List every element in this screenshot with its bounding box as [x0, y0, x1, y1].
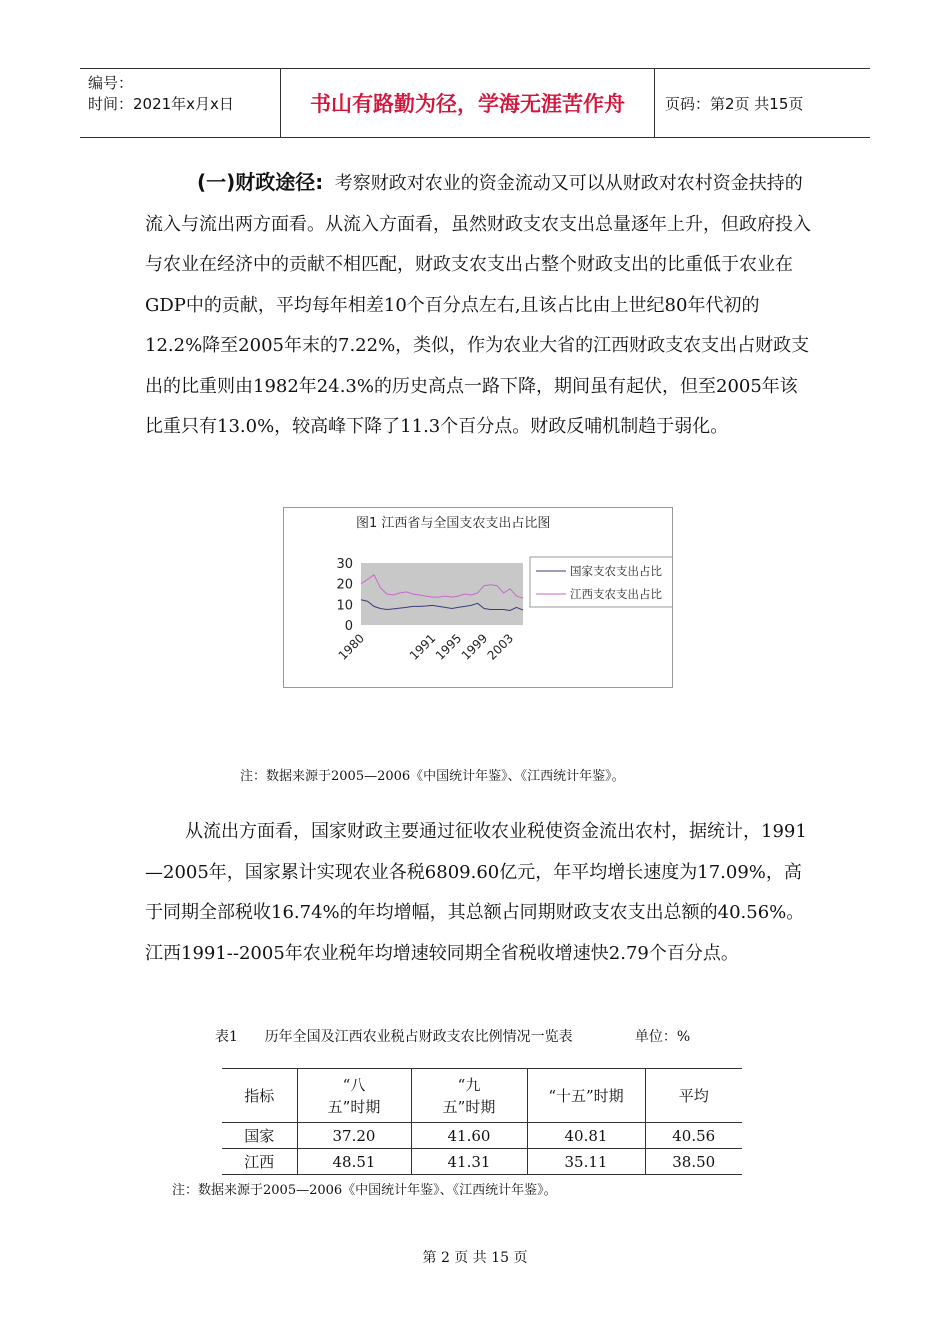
table-cell: 40.56 — [645, 1123, 742, 1149]
table-header: 平均 — [645, 1069, 742, 1123]
table-cell: 41.60 — [411, 1123, 527, 1149]
legend-label: 国家支农支出占比 — [570, 564, 662, 578]
page-footer: 第 2 页 共 15 页 — [422, 1250, 528, 1266]
table-cell: 江西 — [222, 1149, 297, 1175]
paragraph-2: 从流出方面看，国家财政主要通过征收农业税使资金流出农村，据统计，1991—2005年，国家累计实现农业各税6809.60亿元，年平均增长速度为17.09%，高于同期全部税收16.74%的年均增幅，其总额占同期财政支农支出总额的40.56%。江西1991--2005年农业税年均增速较同期全省税收增速快2.79个百分点。 — [145, 821, 807, 964]
table-cell: 国家 — [222, 1123, 297, 1149]
paragraph-1 — [145, 162, 815, 448]
y-tick-label: 30 — [336, 557, 353, 572]
table-cell: 48.51 — [297, 1149, 411, 1175]
x-tick-label: 1999 — [458, 631, 491, 663]
plot-area — [361, 563, 523, 625]
table-caption: 表1 历年全国及江西农业税占财政支农比例情况一览表 单位：% — [215, 1029, 691, 1045]
y-tick-label: 10 — [336, 598, 353, 614]
page-info: 页码：第2页 共15页 — [665, 94, 804, 113]
table-header: 指标 — [222, 1069, 297, 1123]
table-cell: 37.20 — [297, 1123, 411, 1149]
x-tick-label: 1991 — [406, 631, 439, 663]
time-label: 时间：2021年x月x日 — [88, 95, 234, 113]
paragraph-1-rest: 扶持的流入与流出两方面看。从流入方面看，虽然财政支农支出总量逐年上升，但政府投入与农业在经济中的贡献不相匹配，财政支农支出占整个财政支出的比重低于农业在GDP中的贡献，平均每年相差10个百分点左右,且该占比由上世纪80年代初的12.2%降至2005年末的7.22%，类似，作为农业大省的江西财政支农支出占财政支出的比重则由1982年24.3%的历史高点一路下降，期间虽有起伏，但至2005年该比重只有13.0%，较高峰下降了11.3个百分点。财政反哺机制趋于弱化。 — [145, 173, 811, 437]
chart-frame — [283, 507, 673, 688]
document-header — [80, 68, 870, 138]
table-note: 注：数据来源于2005—2006《中国统计年鉴》、《江西统计年鉴》。 — [172, 1183, 557, 1198]
x-tick-label: 1995 — [432, 631, 465, 663]
chart-note: 注：数据来源于2005—2006《中国统计年鉴》、《江西统计年鉴》。 — [240, 769, 625, 784]
header-left-cell — [80, 69, 281, 137]
table-cell: 41.31 — [411, 1149, 527, 1175]
line-chart — [284, 508, 672, 687]
legend-label: 江西支农支出占比 — [570, 587, 662, 601]
section-heading: (一)财政途径: — [197, 170, 324, 194]
table-header: “十五”时期 — [527, 1069, 645, 1123]
x-tick-label: 2003 — [484, 631, 517, 663]
number-label: 编号： — [88, 74, 134, 92]
table-cell: 38.50 — [645, 1149, 742, 1175]
paragraph-1-first: 考察财政对农业的资金流动又可以从财政对农村资金 — [334, 173, 749, 194]
table-cell: 35.11 — [527, 1149, 645, 1175]
tax-ratio-table — [222, 1068, 742, 1175]
motto: 书山有路勤为径，学海无涯苦作舟 — [281, 69, 655, 137]
table-header: “八五”时期 — [297, 1069, 411, 1123]
chart-title: 图1 江西省与全国支农支出占比图 — [356, 516, 551, 531]
y-tick-label: 20 — [336, 577, 353, 593]
x-tick-label: 1980 — [335, 631, 368, 663]
table-cell: 40.81 — [527, 1123, 645, 1149]
table-row — [222, 1123, 742, 1149]
table-header-row — [222, 1069, 742, 1123]
table-header: “九五”时期 — [411, 1069, 527, 1123]
y-tick-label: 0 — [344, 619, 353, 634]
table-row — [222, 1149, 742, 1175]
